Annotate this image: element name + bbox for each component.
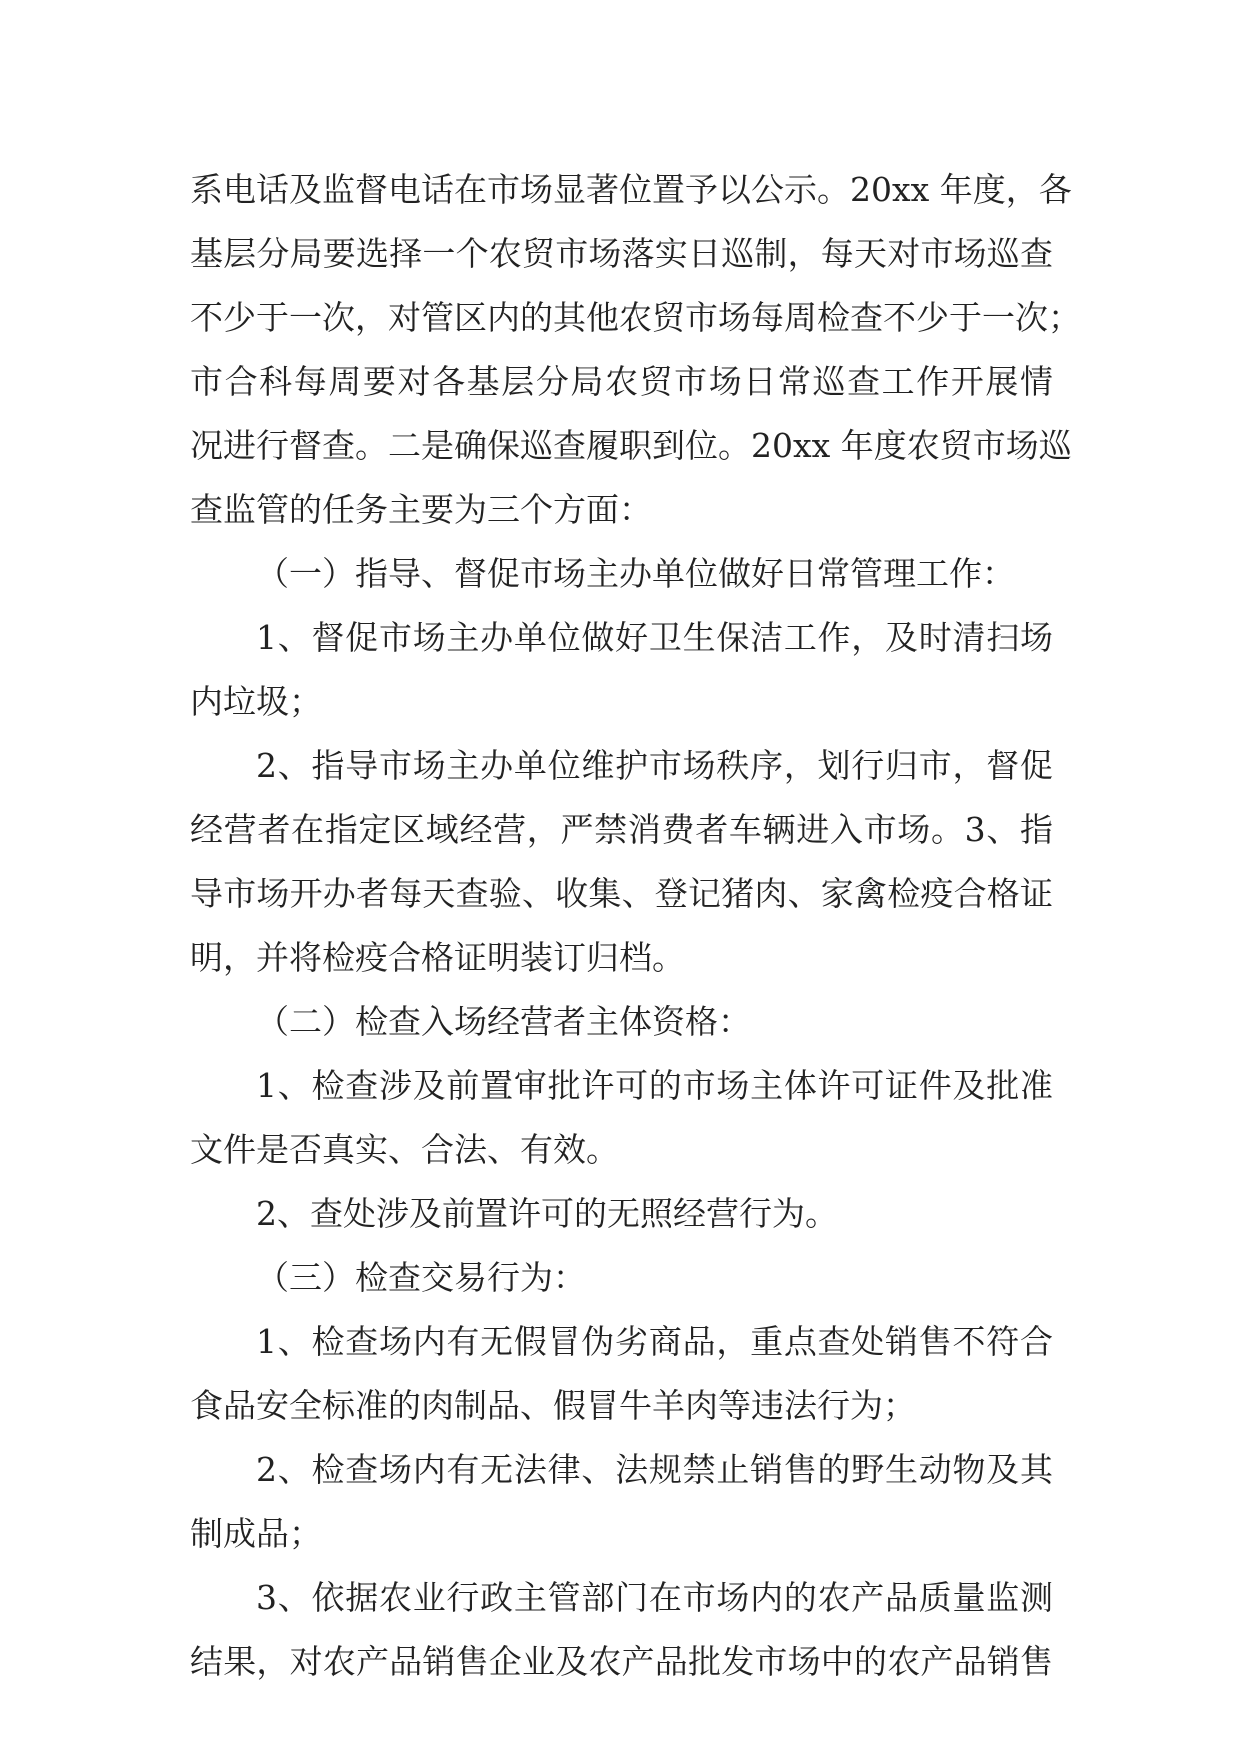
text-line: 查监管的任务主要为三个方面： <box>190 490 652 529</box>
text-line: 食品安全标准的肉制品、假冒牛羊肉等违法行为； <box>190 1386 916 1425</box>
section-heading: （一）指导、督促市场主办单位做好日常管理工作： <box>256 554 1015 593</box>
section-heading: （三）检查交易行为： <box>256 1258 586 1297</box>
text-line: 3、依据农业行政主管部门在市场内的农产品质量监测 <box>256 1578 1053 1617</box>
text-line: 经营者在指定区域经营，严禁消费者车辆进入市场。3、指 <box>190 810 1053 849</box>
text-line: 导市场开办者每天查验、收集、登记猪肉、家禽检疫合格证 <box>190 874 1053 913</box>
text-line: 1、检查涉及前置审批许可的市场主体许可证件及批准 <box>256 1066 1053 1105</box>
text-line: 2、指导市场主办单位维护市场秩序，划行归市，督促 <box>256 746 1053 785</box>
text-line: 2、检查场内有无法律、法规禁止销售的野生动物及其 <box>256 1450 1053 1489</box>
text-line: 2、查处涉及前置许可的无照经营行为。 <box>256 1194 838 1233</box>
text-line: 1、督促市场主办单位做好卫生保洁工作，及时清扫场 <box>256 618 1053 657</box>
text-line: 文件是否真实、合法、有效。 <box>190 1130 619 1169</box>
text-line: 结果，对农产品销售企业及农产品批发市场中的农产品销售 <box>190 1642 1053 1681</box>
text-line: 况进行督查。二是确保巡查履职到位。20xx 年度农贸市场巡 <box>190 426 1072 465</box>
text-line: 明，并将检疫合格证明装订归档。 <box>190 938 685 977</box>
text-line: 内垃圾； <box>190 682 322 721</box>
text-line: 制成品； <box>190 1514 322 1553</box>
document-body <box>190 158 1081 1694</box>
text-line: 市合科每周要对各基层分局农贸市场日常巡查工作开展情 <box>190 362 1053 401</box>
text-line: 1、检查场内有无假冒伪劣商品，重点查处销售不符合 <box>256 1322 1053 1361</box>
section-heading: （二）检查入场经营者主体资格： <box>256 1002 751 1041</box>
text-line: 系电话及监督电话在市场显著位置予以公示。20xx 年度，各 <box>190 170 1072 209</box>
text-line: 基层分局要选择一个农贸市场落实日巡制，每天对市场巡查 <box>190 234 1053 273</box>
text-line: 不少于一次，对管区内的其他农贸市场每周检查不少于一次； <box>190 298 1081 337</box>
